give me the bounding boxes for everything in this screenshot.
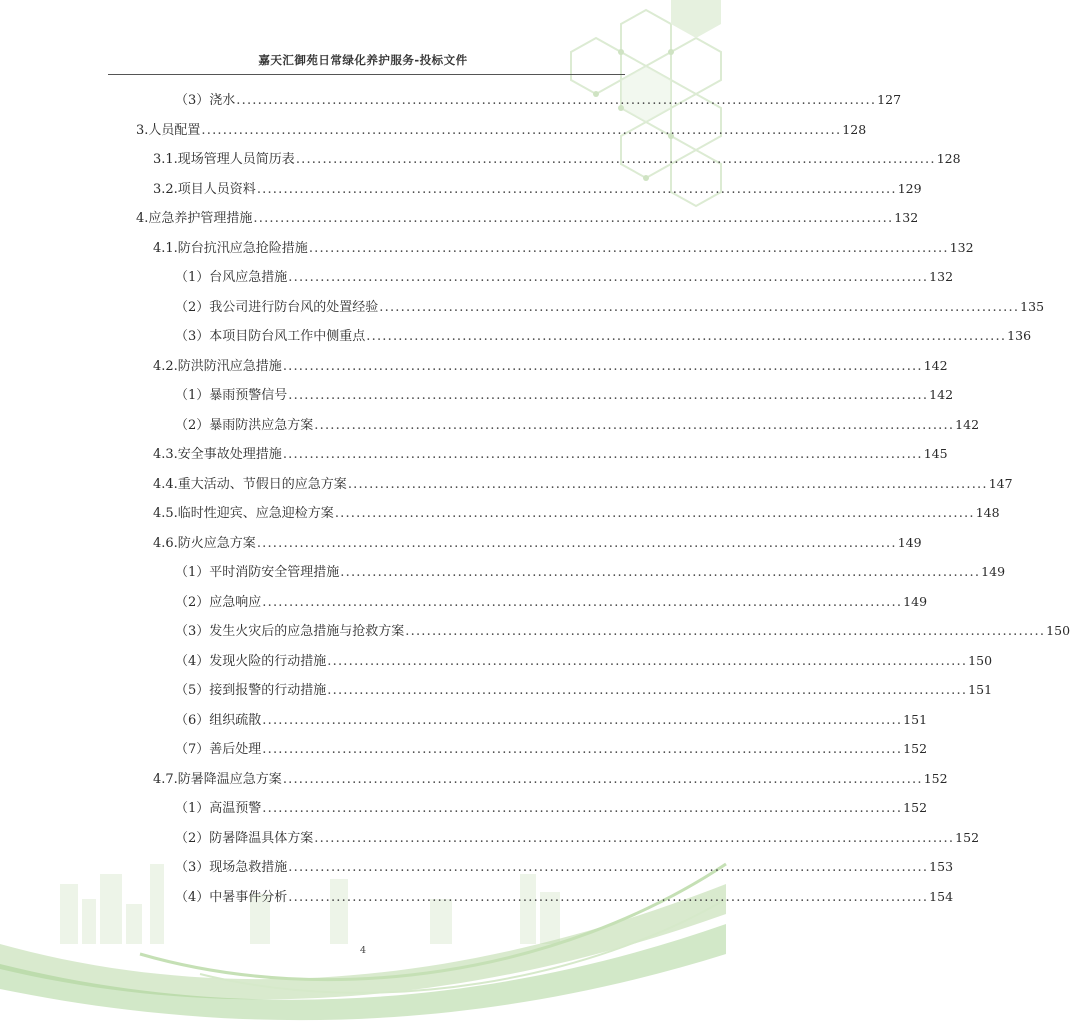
- toc-entry-title: （3）发生火灾后的应急措施与抢救方案: [175, 624, 405, 639]
- toc-entry-page: 132: [949, 239, 974, 255]
- toc-entry-title: 4.2.防洪防汛应急措施: [153, 358, 282, 374]
- toc-dot-leader: ........................................................................................................................: [334, 506, 975, 521]
- toc-dot-leader: ........................................................................................................................: [201, 122, 842, 138]
- toc-entry[interactable]: [175, 591, 928, 613]
- toc-dot-leader: ........................................................................................................................: [327, 683, 968, 698]
- toc-dot-leader: ........................................................................................................................: [405, 624, 1046, 639]
- toc-dot-leader: ........................................................................................................................: [282, 771, 923, 787]
- toc-entry-title: （2）防暑降温具体方案: [175, 830, 314, 846]
- toc-dot-leader: ........................................................................................................................: [327, 653, 968, 669]
- toc-dot-leader: ........................................................................................................................: [366, 329, 1007, 344]
- toc-entry[interactable]: [153, 355, 948, 377]
- toc-entry[interactable]: [136, 119, 867, 141]
- toc-entry[interactable]: [175, 797, 928, 819]
- toc-entry-page: 151: [903, 711, 928, 727]
- toc-entry-page: 147: [988, 475, 1013, 491]
- toc-dot-leader: ........................................................................................................................: [340, 565, 981, 580]
- toc-entry-title: （2）应急响应: [175, 594, 262, 610]
- toc-entry[interactable]: [175, 266, 954, 288]
- toc-entry[interactable]: [153, 148, 961, 170]
- toc-entry[interactable]: [153, 473, 1013, 495]
- toc-entry-page: 149: [903, 593, 928, 609]
- toc-entry[interactable]: [153, 502, 1000, 524]
- toc-entry-page: 150: [1046, 623, 1070, 638]
- toc-entry-page: 148: [975, 505, 1000, 520]
- toc-entry[interactable]: [175, 827, 980, 849]
- toc-entry-page: 135: [1020, 298, 1045, 314]
- toc-entry-page: 145: [923, 446, 948, 461]
- toc-entry-page: 128: [842, 121, 867, 137]
- toc-entry-page: 132: [894, 210, 919, 225]
- toc-entry-page: 142: [955, 416, 980, 432]
- toc-entry-title: （2）我公司进行防台风的处置经验: [175, 299, 379, 315]
- toc-entry-title: 4.4.重大活动、节假日的应急方案: [153, 476, 347, 492]
- toc-entry-title: （3）现场急救措施: [175, 860, 288, 875]
- toc-entry-page: 142: [929, 387, 954, 402]
- toc-dot-leader: ........................................................................................................................: [288, 860, 929, 875]
- toc-entry[interactable]: [175, 325, 1032, 347]
- toc-entry-title: （7）善后处理: [175, 742, 262, 757]
- toc-entry-page: 152: [903, 800, 928, 815]
- toc-entry-title: （1）平时消防安全管理措施: [175, 565, 340, 580]
- toc-entry-title: （1）暴雨预警信号: [175, 388, 288, 403]
- toc-entry[interactable]: [153, 178, 922, 200]
- toc-entry-title: （4）中暑事件分析: [175, 889, 288, 905]
- toc-entry-title: 3.1.现场管理人员简历表: [153, 152, 295, 167]
- toc-dot-leader: ........................................................................................................................: [314, 830, 955, 846]
- toc-entry[interactable]: [153, 768, 948, 790]
- toc-dot-leader: ........................................................................................................................: [288, 270, 929, 285]
- toc-dot-leader: ........................................................................................................................: [262, 712, 903, 728]
- toc-entry-title: （1）台风应急措施: [175, 270, 288, 285]
- toc-entry-title: （5）接到报警的行动措施: [175, 683, 327, 698]
- toc-entry-page: 152: [903, 741, 928, 756]
- header-divider: [108, 74, 625, 75]
- toc-dot-leader: ........................................................................................................................: [295, 152, 936, 167]
- toc-entry-page: 152: [955, 829, 980, 845]
- toc-entry[interactable]: [175, 679, 993, 701]
- toc-entry[interactable]: [175, 886, 954, 908]
- toc-dot-leader: ........................................................................................................................: [262, 594, 903, 610]
- toc-entry[interactable]: [136, 207, 919, 229]
- toc-dot-leader: ........................................................................................................................: [308, 240, 949, 256]
- toc-entry[interactable]: [175, 384, 954, 406]
- toc-entry-page: 127: [877, 92, 902, 107]
- toc-entry-title: （6）组织疏散: [175, 712, 262, 728]
- toc-entry-page: 129: [897, 180, 922, 196]
- toc-entry[interactable]: [175, 738, 928, 760]
- toc-entry[interactable]: [175, 89, 902, 111]
- toc-entry[interactable]: [175, 709, 928, 731]
- toc-dot-leader: ........................................................................................................................: [262, 801, 903, 816]
- toc-entry-title: （1）高温预警: [175, 801, 262, 816]
- toc-entry-title: （4）发现火险的行动措施: [175, 653, 327, 669]
- toc-entry[interactable]: [175, 561, 1006, 583]
- toc-entry-title: 4.1.防台抗汛应急抢险措施: [153, 240, 308, 256]
- toc-entry-page: 132: [929, 269, 954, 284]
- toc-dot-leader: ........................................................................................................................: [236, 93, 877, 108]
- toc-entry[interactable]: [175, 414, 980, 436]
- toc-entry-page: 136: [1007, 328, 1032, 343]
- toc-entry-page: 153: [929, 859, 954, 874]
- toc-entry-title: 4.3.安全事故处理措施: [153, 447, 282, 462]
- toc-dot-leader: ........................................................................................................................: [256, 181, 897, 197]
- toc-entry[interactable]: [153, 237, 974, 259]
- toc-entry-title: （3）浇水: [175, 93, 236, 108]
- toc-entry-title: 4.7.防暑降温应急方案: [153, 771, 282, 787]
- toc-entry-page: 152: [923, 770, 948, 786]
- toc-entry-title: （2）暴雨防洪应急方案: [175, 417, 314, 433]
- document-header-title: 嘉天汇御苑日常绿化养护服务-投标文件: [258, 53, 468, 67]
- toc-entry-title: 3.人员配置: [136, 122, 201, 138]
- page-number: 4: [359, 945, 367, 956]
- toc-dot-leader: ........................................................................................................................: [288, 889, 929, 905]
- toc-entry-title: 4.6.防火应急方案: [153, 535, 256, 551]
- toc-entry[interactable]: [175, 620, 1070, 642]
- toc-entry-title: 4.应急养护管理措施: [136, 211, 253, 226]
- toc-entry-page: 150: [968, 652, 993, 668]
- toc-dot-leader: ........................................................................................................................: [282, 358, 923, 374]
- toc-dot-leader: ........................................................................................................................: [314, 417, 955, 433]
- toc-entry-title: 4.5.临时性迎宾、应急迎检方案: [153, 506, 334, 521]
- toc-entry[interactable]: [175, 296, 1045, 318]
- toc-entry-page: 151: [968, 682, 993, 697]
- toc-dot-leader: ........................................................................................................................: [379, 299, 1020, 315]
- toc-dot-leader: ........................................................................................................................: [262, 742, 903, 757]
- toc-dot-leader: ........................................................................................................................: [288, 388, 929, 403]
- toc-dot-leader: ........................................................................................................................: [347, 476, 988, 492]
- toc-entry[interactable]: [175, 650, 993, 672]
- toc-entry[interactable]: [175, 856, 954, 878]
- toc-entry-page: 154: [929, 888, 954, 904]
- toc-entry-page: 142: [923, 357, 948, 373]
- toc-dot-leader: ........................................................................................................................: [256, 535, 897, 551]
- toc-dot-leader: ........................................................................................................................: [253, 211, 894, 226]
- toc-entry[interactable]: [153, 532, 922, 554]
- toc-entry-page: 149: [981, 564, 1006, 579]
- toc-entry-page: 149: [897, 534, 922, 550]
- toc-entry-page: 128: [936, 151, 961, 166]
- toc-entry-title: 3.2.项目人员资料: [153, 181, 256, 197]
- toc-entry[interactable]: [153, 443, 948, 465]
- toc-entry-title: （3）本项目防台风工作中侧重点: [175, 329, 366, 344]
- toc-dot-leader: ........................................................................................................................: [282, 447, 923, 462]
